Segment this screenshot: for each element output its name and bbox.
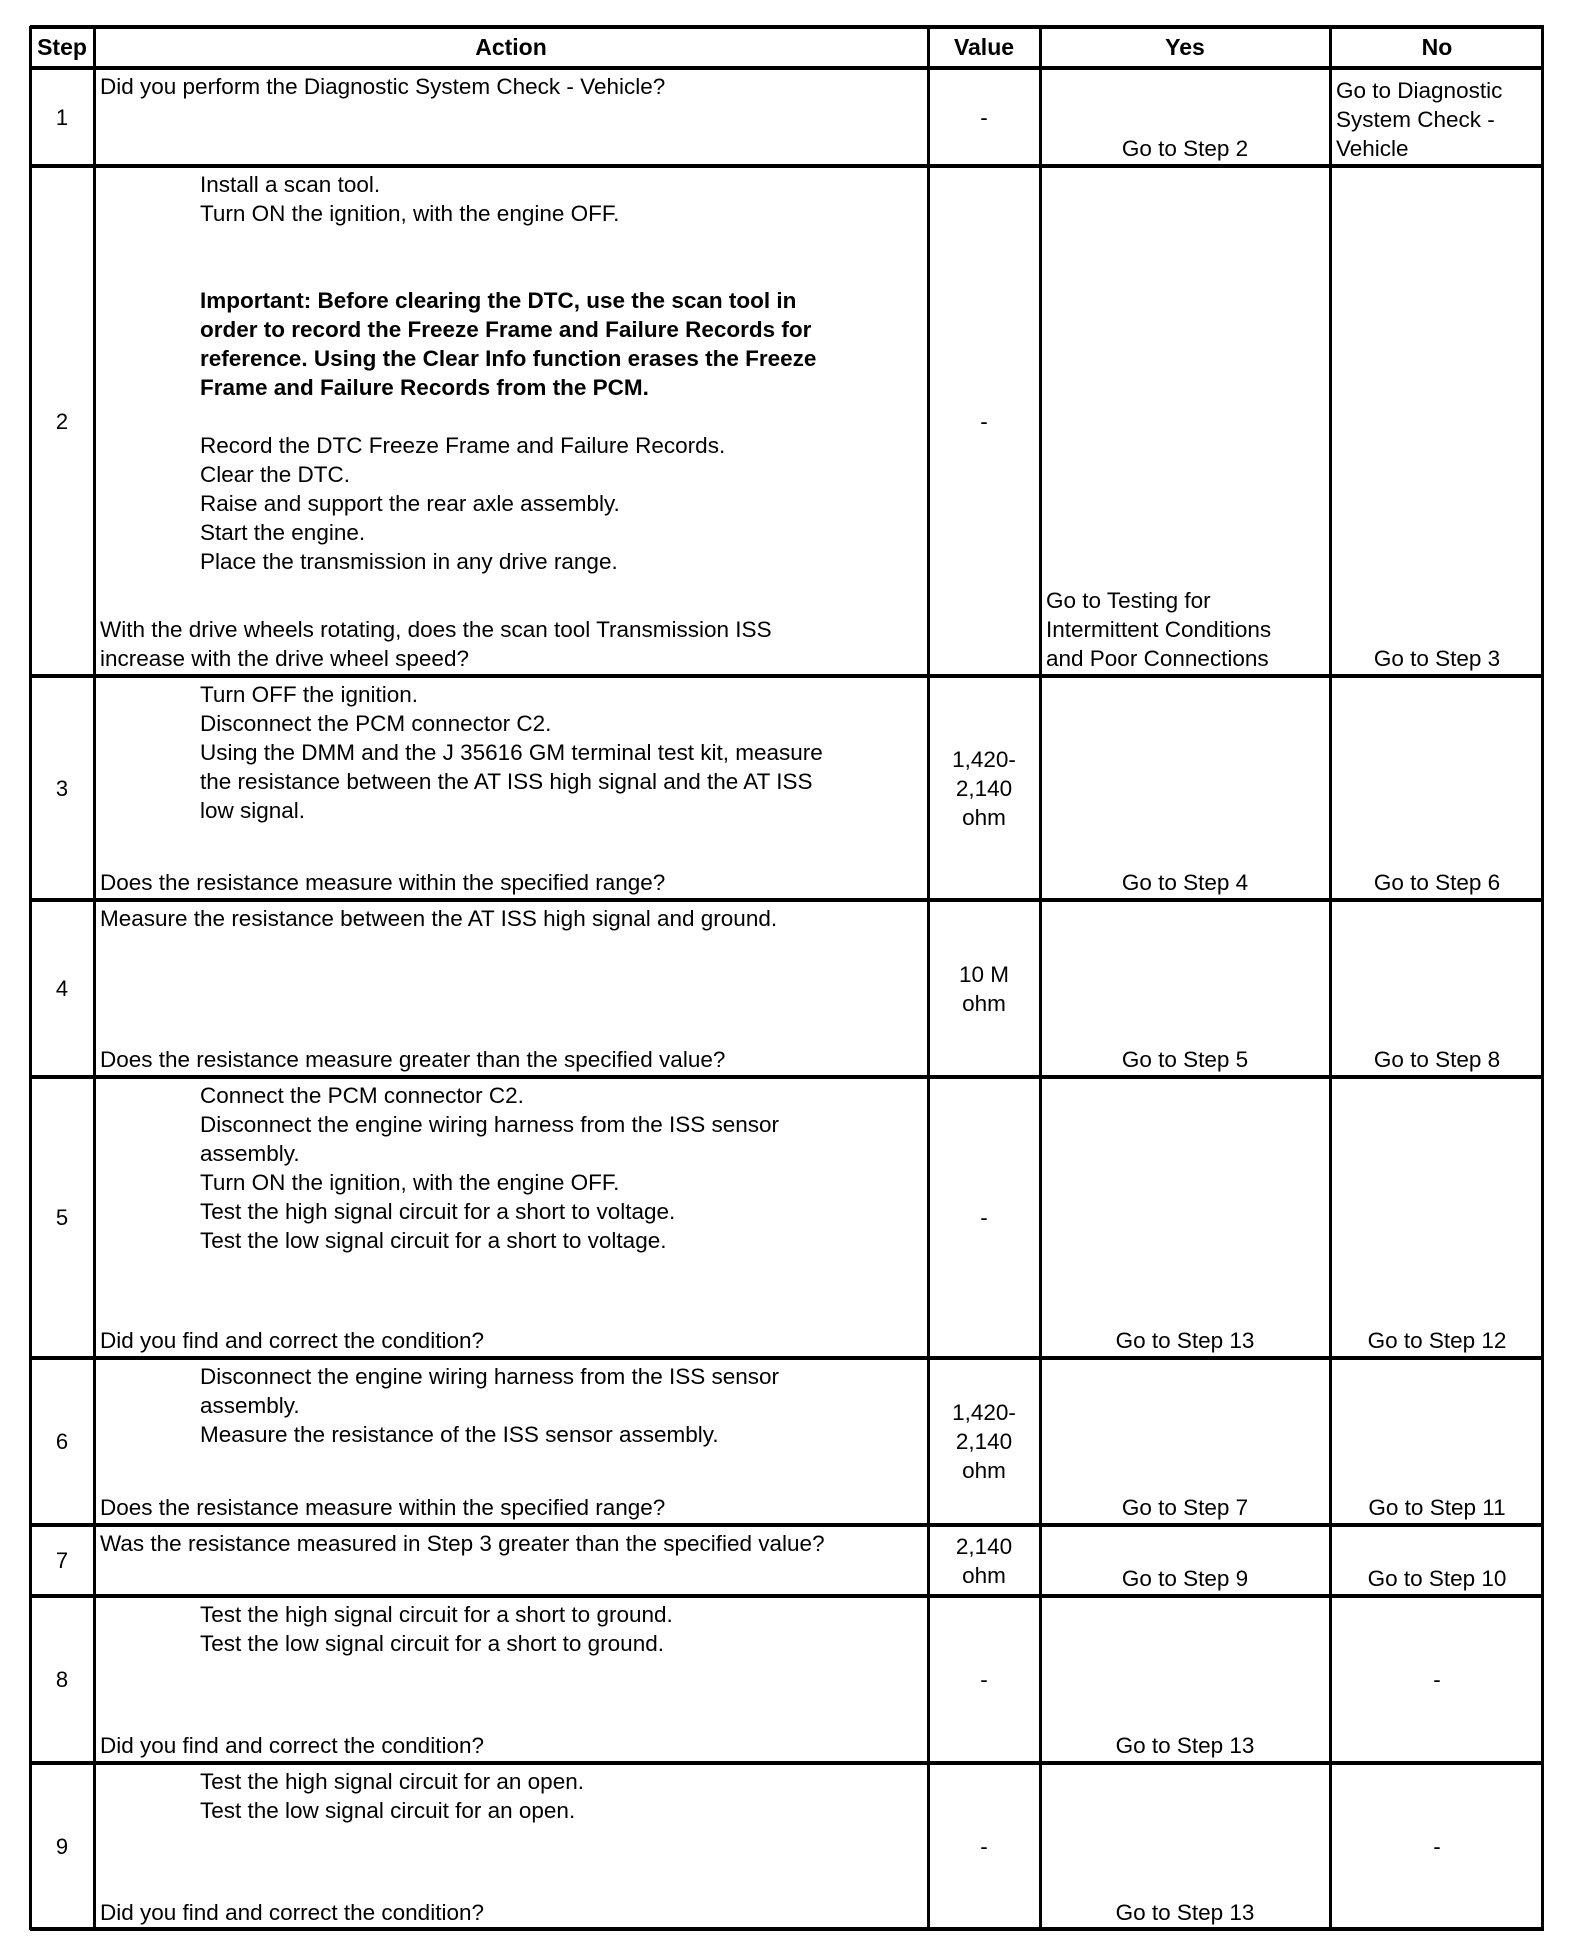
no-line: Go to Diagnostic — [1336, 78, 1503, 103]
header-step: Step — [37, 33, 87, 60]
action-line: Measure the resistance of the ISS sensor assembly. — [200, 1422, 719, 1447]
grid-line — [30, 1523, 1544, 1527]
action-line: assembly. — [200, 1393, 300, 1418]
grid-line — [927, 26, 930, 1930]
value-line: ohm — [962, 990, 1006, 1016]
action-line: Turn ON the ignition, with the engine OFF. — [200, 201, 620, 226]
value-cell: - — [980, 1667, 988, 1692]
action-cell — [94, 1763, 928, 1930]
no-cell: - — [1433, 1834, 1441, 1859]
grid-line — [93, 26, 96, 1930]
action-cell — [94, 1358, 928, 1525]
value-cell — [928, 676, 1040, 900]
no-line: Vehicle — [1336, 136, 1409, 161]
action-line: Clear the DTC. — [200, 462, 351, 487]
question-line: Did you find and correct the condition? — [100, 1328, 484, 1353]
grid-line — [1039, 26, 1042, 1930]
value-line: 1,420- — [952, 1400, 1016, 1425]
action-line: Test the low signal circuit for a short to voltage. — [200, 1228, 667, 1253]
no-cell: Go to Step 3 — [1373, 646, 1501, 671]
yes-line: Intermittent Conditions — [1046, 617, 1272, 642]
yes-cell: Go to Step 2 — [1121, 136, 1249, 161]
action-line: assembly. — [200, 1141, 300, 1166]
value-line: 2,140 — [955, 775, 1013, 801]
diagnostic-table — [30, 26, 1544, 1930]
action-cell — [94, 166, 928, 676]
no-cell: Go to Step 10 — [1367, 1566, 1507, 1591]
step-number: 4 — [55, 976, 69, 1001]
value-line: 2,140 — [955, 1533, 1013, 1559]
yes-cell: Go to Step 13 — [1115, 1900, 1255, 1925]
action-line: Install a scan tool. — [200, 172, 381, 197]
step-number: 7 — [55, 1548, 69, 1573]
action-line: Disconnect the PCM connector C2. — [200, 711, 552, 736]
header-no: No — [1421, 33, 1453, 60]
question-line: Does the resistance measure within the specified range? — [100, 1495, 666, 1520]
yes-cell: Go to Step 4 — [1121, 870, 1249, 895]
value-line: ohm — [962, 1562, 1006, 1588]
grid-line — [30, 1075, 1544, 1079]
action-line: Test the high signal circuit for a short to ground. — [200, 1602, 673, 1627]
action-line: Test the low signal circuit for an open. — [200, 1798, 576, 1823]
action-line: Place the transmission in any drive range. — [200, 549, 618, 574]
action-line: Connect the PCM connector C2. — [200, 1083, 524, 1108]
action-line: Using the DMM and the J 35616 GM terminal test kit, measure — [200, 740, 823, 765]
grid-line — [30, 1594, 1544, 1598]
yes-cell: Go to Step 13 — [1115, 1328, 1255, 1353]
no-cell: Go to Step 8 — [1373, 1047, 1501, 1072]
header-action: Action — [475, 33, 547, 60]
value-cell: - — [980, 104, 988, 130]
yes-cell: Go to Step 5 — [1121, 1047, 1249, 1072]
value-line: ohm — [962, 804, 1006, 830]
no-cell: Go to Step 6 — [1373, 870, 1501, 895]
action-line: Disconnect the engine wiring harness from the ISS sensor — [200, 1364, 780, 1389]
question-line: Did you find and correct the condition? — [100, 1900, 484, 1925]
grid-line — [30, 1927, 1544, 1931]
header-value: Value — [953, 33, 1015, 60]
no-cell: Go to Step 11 — [1368, 1495, 1506, 1520]
grid-line — [29, 26, 32, 1930]
action-cell — [94, 1077, 928, 1358]
action-cell — [94, 900, 928, 1077]
yes-line: Go to Testing for — [1046, 588, 1211, 613]
action-line: Test the high signal circuit for an open. — [200, 1769, 584, 1794]
value-line: 1,420- — [952, 746, 1016, 772]
action-line: Record the DTC Freeze Frame and Failure Records. — [200, 433, 726, 458]
question-line: With the drive wheels rotating, does the scan tool Transmission ISS — [100, 617, 772, 642]
value-line: 10 M — [958, 961, 1010, 987]
grid-line — [30, 164, 1544, 168]
action-line: Was the resistance measured in Step 3 greater than the specified value? — [100, 1531, 825, 1556]
no-line: System Check - — [1336, 107, 1495, 132]
grid-line — [1329, 26, 1332, 1930]
grid-line — [30, 1761, 1544, 1765]
no-cell: Go to Step 12 — [1367, 1328, 1507, 1353]
grid-line — [30, 674, 1544, 678]
grid-line — [30, 25, 1544, 29]
value-cell: - — [980, 1834, 988, 1859]
value-cell: - — [980, 408, 988, 434]
grid-line — [30, 1356, 1544, 1360]
important-note: reference. Using the Clear Info function erases the Freeze — [200, 346, 817, 371]
step-number: 2 — [55, 408, 69, 434]
value-line: 2,140 — [955, 1429, 1013, 1454]
important-note: Important: Before clearing the DTC, use the scan tool in — [200, 288, 797, 313]
step-number: 9 — [55, 1834, 69, 1859]
step-number: 6 — [55, 1429, 69, 1454]
yes-cell: Go to Step 7 — [1121, 1495, 1249, 1520]
action-cell — [94, 676, 928, 900]
action-line: Disconnect the engine wiring harness from the ISS sensor — [200, 1112, 780, 1137]
action-line: the resistance between the AT ISS high signal and the AT ISS — [200, 769, 813, 794]
action-line: Turn ON the ignition, with the engine OFF. — [200, 1170, 620, 1195]
value-line: ohm — [962, 1458, 1006, 1483]
no-cell — [1330, 68, 1544, 166]
important-note: Frame and Failure Records from the PCM. — [200, 375, 649, 400]
value-cell — [928, 900, 1040, 1077]
yes-line: and Poor Connections — [1046, 646, 1269, 671]
action-line: Turn OFF the ignition. — [200, 682, 419, 707]
action-cell — [94, 1596, 928, 1763]
action-line: Test the high signal circuit for a short to voltage. — [200, 1199, 676, 1224]
action-line: low signal. — [200, 798, 306, 823]
step-number: 5 — [55, 1205, 69, 1230]
action-line: Measure the resistance between the AT ISS high signal and ground. — [100, 906, 778, 931]
no-cell: - — [1433, 1667, 1441, 1692]
grid-line — [30, 898, 1544, 902]
grid-line — [30, 66, 1544, 70]
action-cell — [94, 68, 928, 166]
yes-cell: Go to Step 13 — [1115, 1733, 1255, 1758]
yes-cell: Go to Step 9 — [1121, 1566, 1249, 1591]
value-cell — [928, 1358, 1040, 1525]
action-line: Did you perform the Diagnostic System Check - Vehicle? — [100, 74, 666, 99]
action-line: Test the low signal circuit for a short to ground. — [200, 1631, 664, 1656]
question-line: Did you find and correct the condition? — [100, 1733, 484, 1758]
important-note: order to record the Freeze Frame and Failure Records for — [200, 317, 812, 342]
question-line: Does the resistance measure within the specified range? — [100, 870, 666, 895]
action-line: Raise and support the rear axle assembly. — [200, 491, 620, 516]
header-yes: Yes — [1165, 33, 1205, 60]
yes-cell — [1040, 166, 1330, 676]
value-cell — [928, 1525, 1040, 1596]
question-line: Does the resistance measure greater than the specified value? — [100, 1047, 726, 1072]
question-line: increase with the drive wheel speed? — [100, 646, 469, 671]
grid-line — [1541, 26, 1544, 1930]
step-number: 8 — [55, 1667, 69, 1692]
value-cell: - — [980, 1205, 988, 1230]
step-number: 1 — [55, 104, 69, 130]
step-number: 3 — [55, 775, 69, 801]
action-cell — [94, 1525, 928, 1596]
action-line: Start the engine. — [200, 520, 366, 545]
